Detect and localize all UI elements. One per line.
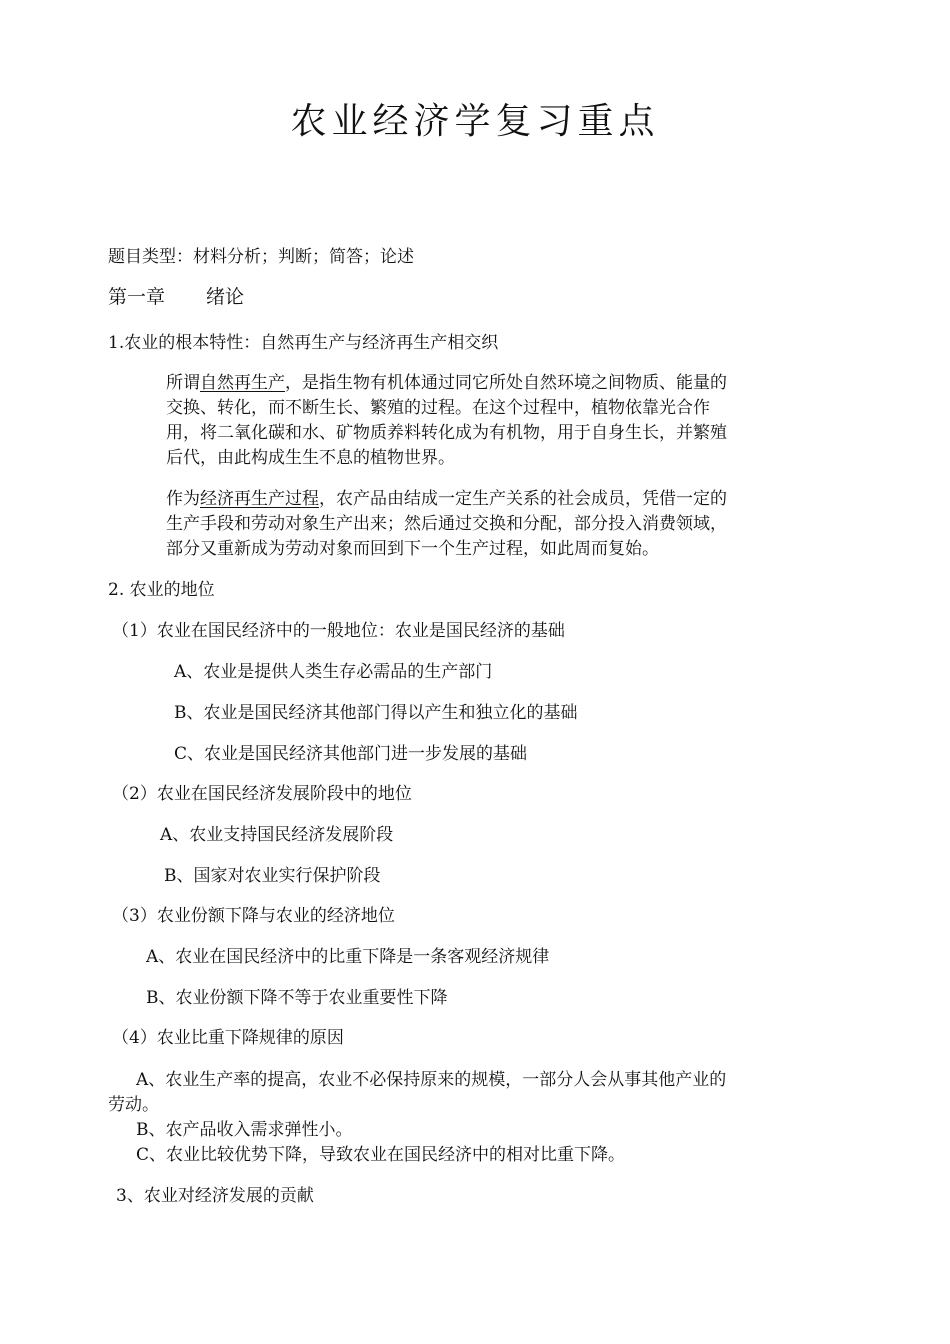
list-item: B、农产品收入需求弹性小。: [136, 1120, 353, 1140]
paragraph-natural-reproduction-line-3: 用，将二氧化碳和水、矿物质养料转化成为有机物，用于自身生长，并繁殖: [166, 423, 727, 443]
paragraph-economic-reproduction-line-3: 部分又重新成为劳动对象而回到下一个生产过程，如此周而复始。: [166, 539, 659, 559]
document-title: 农业经济学复习重点: [290, 101, 660, 142]
text-span: ，农产品由结成一定生产关系的社会成员，凭借一定的: [319, 489, 727, 509]
subsection-2-heading: （2）农业在国民经济发展阶段中的地位: [112, 784, 412, 804]
list-item: A、农业是提供人类生存必需品的生产部门: [174, 662, 493, 682]
paragraph-natural-reproduction-line-1: [166, 371, 727, 396]
list-item: A、农业支持国民经济发展阶段: [160, 825, 394, 845]
paragraph-natural-reproduction-line-4: 后代，由此构成生生不息的植物世界。: [166, 448, 455, 468]
chapter-number: 第一章: [108, 286, 166, 308]
paragraph-natural-reproduction-line-2: 交换、转化，而不断生长、繁殖的过程。在这个过程中，植物依靠光合作: [166, 398, 710, 418]
list-item: B、农业是国民经济其他部门得以产生和独立化的基础: [174, 703, 578, 723]
text-span: ，是指生物有机体通过同它所处自然环境之间物质、能量的: [285, 373, 727, 393]
list-item: C、农业是国民经济其他部门进一步发展的基础: [174, 744, 528, 764]
list-item-continuation: 劳动。: [108, 1095, 159, 1115]
list-item: C、农业比较优势下降，导致农业在国民经济中的相对比重下降。: [136, 1145, 626, 1165]
chapter-name: 绪论: [206, 286, 245, 308]
section-2-heading: 2. 农业的地位: [108, 580, 215, 600]
section-1-heading: 1.农业的根本特性：自然再生产与经济再生产相交织: [108, 333, 499, 353]
list-item: B、国家对农业实行保护阶段: [164, 866, 381, 886]
text-span: 所谓: [166, 373, 200, 393]
paragraph-economic-reproduction-line-2: 生产手段和劳动对象生产出来；然后通过交换和分配，部分投入消费领域，: [166, 514, 727, 534]
subsection-4-heading: （4）农业比重下降规律的原因: [112, 1028, 344, 1048]
term-natural-reproduction: 自然再生产: [200, 373, 285, 393]
term-economic-reproduction: 经济再生产过程: [200, 489, 319, 509]
list-item: A、农业生产率的提高，农业不必保持原来的规模，一部分人会从事其他产业的: [136, 1070, 727, 1090]
section-3-heading: 3、农业对经济发展的贡献: [116, 1186, 314, 1206]
subsection-1-heading: （1）农业在国民经济中的一般地位：农业是国民经济的基础: [112, 621, 565, 641]
paragraph-economic-reproduction-line-1: [166, 487, 727, 512]
text-span: 作为: [166, 489, 200, 509]
list-item: B、农业份额下降不等于农业重要性下降: [146, 988, 448, 1008]
list-item: A、农业在国民经济中的比重下降是一条客观经济规律: [146, 947, 550, 967]
subsection-3-heading: （3）农业份额下降与农业的经济地位: [112, 906, 395, 926]
question-types: 题目类型：材料分析；判断；简答；论述: [108, 247, 414, 267]
